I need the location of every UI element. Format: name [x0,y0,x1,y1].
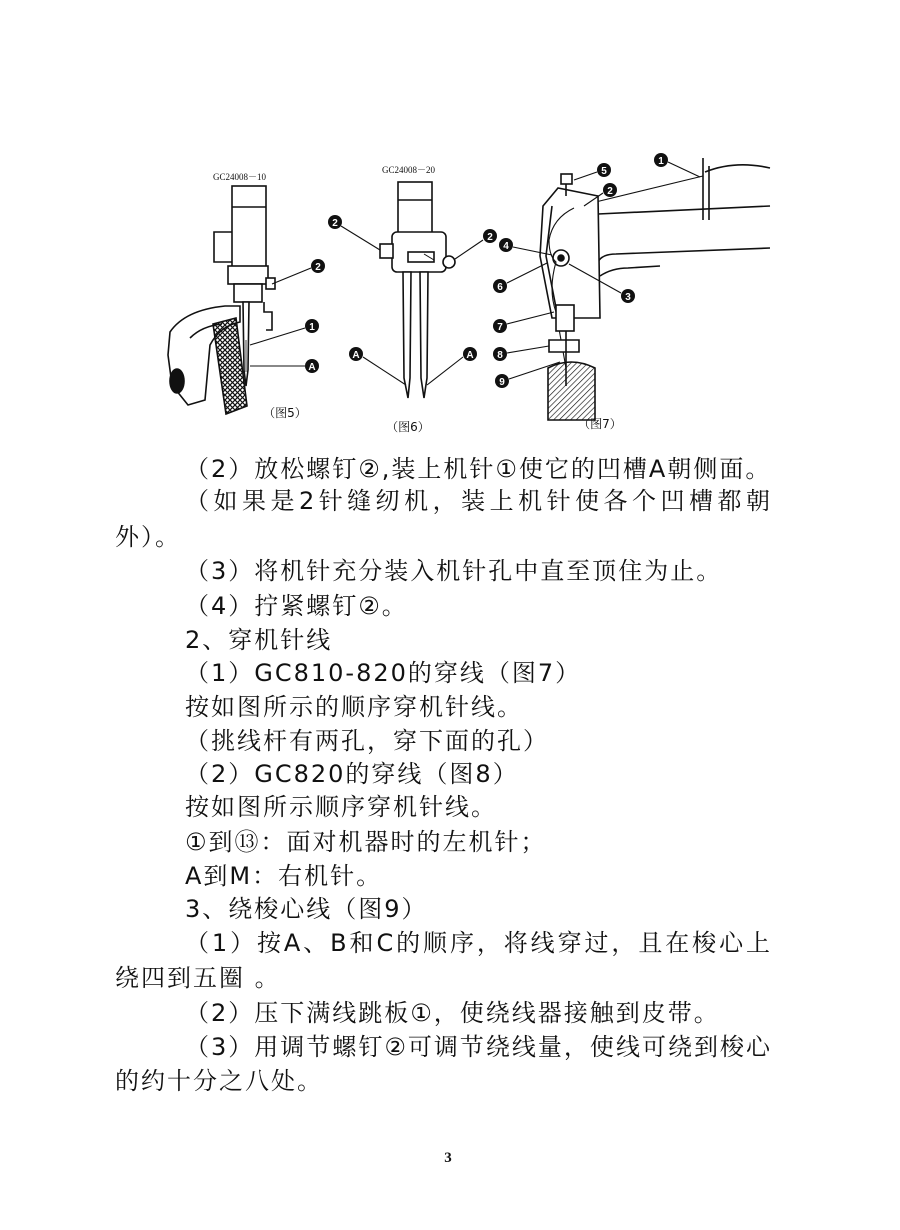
callout-label: 7 [497,322,503,333]
left-clamp-screw [380,244,393,258]
section-heading: 2、穿机针线 [185,626,333,654]
thread-guide [264,302,272,330]
cylinder-bed [548,362,595,420]
right-needle [420,272,428,398]
arm-top-curve [705,165,770,172]
needle-clamp-lower [234,284,262,302]
figures-illustration [0,0,900,445]
callout-leader [250,328,305,345]
callout-leader [507,312,554,324]
callout-label: A [466,350,474,361]
callout-label: A [352,350,360,361]
section-heading: 3、绕梭心线（图9） [185,895,428,923]
needle-clamp-bracket [214,232,232,262]
callout-label: A [308,362,316,373]
callout-leader [455,240,483,259]
figure-6-code: GC24008－20 [382,165,436,175]
needle-bar [556,305,574,331]
right-clamp-screw [443,256,455,268]
callout-leader [341,226,380,250]
callout-leader [507,346,549,353]
figure-6 [328,165,497,434]
text-line: （1）GC810-820的穿线（图7） [185,659,582,687]
text-line: 按如图所示的顺序穿机针线。 [185,693,523,721]
arm-top-edge [598,206,770,214]
page-number: 3 [444,1150,452,1166]
callout-leader [427,357,463,385]
presser-foot [549,340,579,352]
text-line: 按如图所示顺序穿机针线。 [185,793,497,821]
text-line: （1）按A、B和C的顺序，将线穿过，且在梭心上 [185,929,770,957]
text-line: A到M：右机针。 [185,862,383,890]
figure-6-caption: （图6） [386,420,430,434]
callout-label: 4 [503,241,509,252]
callout-leader [574,172,597,180]
tension-disk-center [558,255,564,261]
figure-5 [168,172,325,420]
arm-lower-edge-inner [600,266,660,276]
text-line: （挑线杆有两孔，穿下面的孔） [185,727,549,755]
text-line: （2）GC820的穿线（图8） [185,760,519,788]
text-line: 的约十分之八处。 [115,1067,323,1095]
figure-7 [493,153,770,431]
callout-leader [272,268,311,284]
callout-label: 9 [499,377,505,388]
callout-label: 5 [601,166,607,177]
text-line: 绕四到五圈 。 [115,964,281,992]
figure-5-caption: （图5） [263,406,307,420]
take-up-lever [561,174,572,184]
callout-label: 2 [332,218,338,229]
needle-bar [232,186,266,268]
figure-7-caption: （图7） [578,417,622,431]
text-line: （4）拧紧螺钉②。 [185,592,408,620]
text-line: （如果是2针缝纫机，装上机针使各个凹槽都朝 [185,487,770,515]
text-line: （3）将机针充分装入机针孔中直至顶住为止。 [185,557,723,585]
text-line: （3）用调节螺钉②可调节绕线量，使线可绕到梭心 [185,1033,770,1061]
figure-5-code: GC24008－10 [213,172,267,182]
callout-label: 1 [309,322,315,333]
text-line: ①到⑬：面对机器时的左机针； [185,828,547,856]
callout-label: 3 [625,292,631,303]
needle-clamp [228,266,268,284]
callout-label: 6 [497,282,503,293]
left-needle [403,272,411,398]
presser-foot-screw [170,369,184,393]
needle-bar [398,182,432,234]
callout-leader [668,162,700,177]
callout-leader [507,263,547,283]
needle-clamp-slot [408,252,434,262]
text-line: 外）。 [115,523,181,551]
callout-label: 2 [315,262,321,273]
callout-label: 1 [658,156,664,167]
callout-label: 2 [607,186,613,197]
text-line: （2）放松螺钉②,装上机针①使它的凹槽A朝侧面。 [185,455,772,483]
callout-label: 8 [497,350,503,361]
callout-leader [363,357,406,385]
presser-foot-shoe [213,318,247,414]
text-line: （2）压下满线跳板①，使绕线器接触到皮带。 [185,999,720,1027]
arm-lower-edge [598,248,770,262]
callout-label: 2 [487,232,493,243]
machine-head [540,188,600,318]
